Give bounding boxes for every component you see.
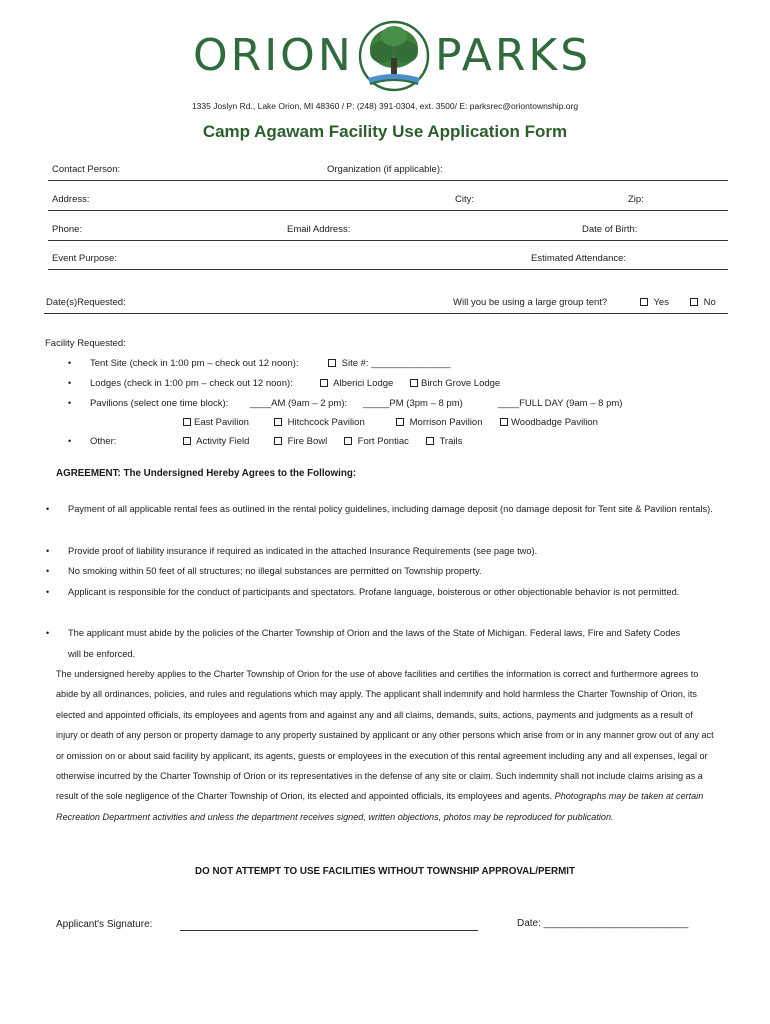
fort-pontiac-checkbox[interactable] [344, 436, 409, 447]
hitchcock-checkbox[interactable] [274, 417, 365, 428]
indemnity-text: The undersigned hereby applies to the Charter Township of Orion for the use of above facilities and certifies the information is correct and furthermore agrees to abide by all ordinances, policies, and rules and regulations which may apply. The applicant shall indemnify and hold harmless the Charter Township of Orion, its elected and appointed officials, its employees and agents from and against any and all claims, demands, suits, actions, payments and judgments as a result of injury or death of any person or property damage to any property sustained by applicant or any other persons which arise from or in any manner grow out of any act or omission on or about said facility by applicant, its agents, guests or employees in the execution of this rental agreement including any and all expenses, legal or otherwise incurred by the Charter Township of Orion or its representatives in the defense of any site or claim. Such indemnity shall not include claims arising as a result of the sole negligence of the Charter Township of Orion, its elected and appointed officials, its employees and agents. [56, 669, 714, 802]
phone-label: Phone: [52, 224, 83, 235]
bullet-icon: • [68, 378, 72, 388]
contact-person-label: Contact Person: [52, 164, 121, 175]
morrison-checkbox[interactable] [396, 417, 483, 428]
attendance-label: Estimated Attendance: [531, 253, 627, 264]
logo-text-left: ORION [193, 30, 354, 81]
photo-note: Photographs may be taken at certain Recreation Department activities and unless the department receives signed, written objections, photos may be reproduced for publication. [56, 791, 704, 822]
checkbox-icon [344, 437, 352, 445]
checkbox-icon [183, 418, 191, 426]
woodbadge-checkbox[interactable] [500, 417, 598, 428]
checkbox-icon [183, 437, 191, 445]
activity-field-checkbox[interactable] [183, 436, 249, 447]
date-field[interactable]: Date: __________________________ [517, 918, 689, 929]
dates-label: Date(s)Requested: [46, 297, 126, 308]
am-field[interactable]: ____AM (9am – 2 pm): [250, 398, 348, 409]
bullet-icon: • [68, 358, 72, 368]
checkbox-icon [328, 359, 336, 367]
contact-line: 1335 Joslyn Rd., Lake Orion, MI 48360 / P: (248) 391-0304, ext. 3500/ E: parksrec@oriontownship.org [191, 101, 579, 111]
dob-label: Date of Birth: [582, 224, 638, 235]
address-field[interactable] [48, 210, 728, 211]
indemnity-paragraph [56, 664, 716, 827]
east-pavilion-checkbox[interactable] [183, 417, 249, 428]
birch-checkbox[interactable] [410, 378, 500, 389]
agreement-item: No smoking within 50 feet of all structures; no illegal substances are permitted on Township property. [68, 566, 482, 576]
pm-field[interactable]: _____PM (3pm – 8 pm) [363, 398, 463, 409]
checkbox-icon [500, 418, 508, 426]
contact-person-field[interactable] [48, 180, 728, 181]
east-pavilion-label: East Pavilion [194, 417, 249, 428]
logo-text-right: PARKS [435, 30, 592, 81]
bullet-icon: • [46, 587, 50, 597]
signature-label: Applicant's Signature: [56, 919, 153, 930]
agreement-item: The applicant must abide by the policies of the Charter Township of Orion and the laws of the State of Michigan. Federal laws, Fire and Safety Codes will be enforced. [68, 628, 681, 659]
fire-bowl-label: Fire Bowl [287, 436, 328, 447]
bullet-icon: • [46, 628, 50, 638]
tent-site-checkbox[interactable] [328, 358, 450, 369]
warning-text: DO NOT ATTEMPT TO USE FACILITIES WITHOUT TOWNSHIP APPROVAL/PERMIT [195, 866, 575, 877]
morrison-label: Morrison Pavilion [409, 417, 483, 428]
phone-field[interactable] [48, 240, 728, 241]
checkbox-icon [690, 298, 698, 306]
agreement-item: Applicant is responsible for the conduct of participants and spectators. Profane language, boisterous or other objectionable behavior is not permitted. [68, 587, 680, 597]
signature-field[interactable] [180, 930, 478, 931]
checkbox-icon [640, 298, 648, 306]
event-purpose-label: Event Purpose: [52, 253, 117, 264]
city-label: City: [455, 194, 474, 205]
zip-label: Zip: [628, 194, 644, 205]
page-title: Camp Agawam Facility Use Application Form [202, 122, 568, 141]
alberici-checkbox[interactable] [320, 378, 393, 389]
agreement-heading: AGREEMENT: The Undersigned Hereby Agrees to the Following: [56, 468, 357, 479]
address-label: Address: [52, 194, 90, 205]
bullet-icon: • [46, 504, 50, 514]
bullet-icon: • [46, 566, 50, 576]
tent-no-checkbox[interactable] [690, 297, 716, 308]
agreement-item: Payment of all applicable rental fees as outlined in the rental policy guidelines, including damage deposit (no damage deposit for Tent site & Pavilion rentals). [68, 504, 713, 514]
bullet-icon: • [68, 436, 72, 446]
woodbadge-label: Woodbadge Pavilion [511, 417, 598, 428]
tent-question-label: Will you be using a large group tent? [453, 297, 608, 308]
activity-field-label: Activity Field [196, 436, 250, 447]
lodges-label: Lodges (check in 1:00 pm – check out 12 noon): [90, 378, 293, 389]
bullet-icon: • [68, 398, 72, 408]
birch-label: Birch Grove Lodge [421, 378, 501, 389]
email-label: Email Address: [287, 224, 351, 235]
fire-bowl-checkbox[interactable] [274, 436, 327, 447]
checkbox-icon [274, 437, 282, 445]
agreement-item: Provide proof of liability insurance if required as indicated in the attached Insurance Requirements (see page two). [68, 546, 538, 556]
no-label: No [703, 297, 716, 308]
checkbox-icon [396, 418, 404, 426]
alberici-label: Alberici Lodge [333, 378, 394, 389]
bullet-icon: • [46, 546, 50, 556]
organization-label: Organization (if applicable): [327, 164, 443, 175]
checkbox-icon [320, 379, 328, 387]
checkbox-icon [410, 379, 418, 387]
pavilions-label: Pavilions (select one time block): [90, 398, 229, 409]
fullday-field[interactable]: ____FULL DAY (9am – 8 pm) [498, 398, 623, 409]
site-number-label: Site #: _______________ [341, 358, 451, 369]
dates-field[interactable] [44, 313, 728, 314]
checkbox-icon [274, 418, 282, 426]
event-purpose-field[interactable] [48, 269, 728, 270]
trails-checkbox[interactable] [426, 436, 462, 447]
facility-heading: Facility Requested: [45, 338, 126, 349]
tent-site-label: Tent Site (check in 1:00 pm – check out 12 noon): [90, 358, 299, 369]
hitchcock-label: Hitchcock Pavilion [287, 417, 365, 428]
trails-label: Trails [439, 436, 463, 447]
tree-icon [358, 14, 430, 98]
tent-yes-checkbox[interactable] [640, 297, 669, 308]
checkbox-icon [426, 437, 434, 445]
other-label: Other: [90, 436, 117, 447]
yes-label: Yes [653, 297, 669, 308]
fort-pontiac-label: Fort Pontiac [357, 436, 409, 447]
